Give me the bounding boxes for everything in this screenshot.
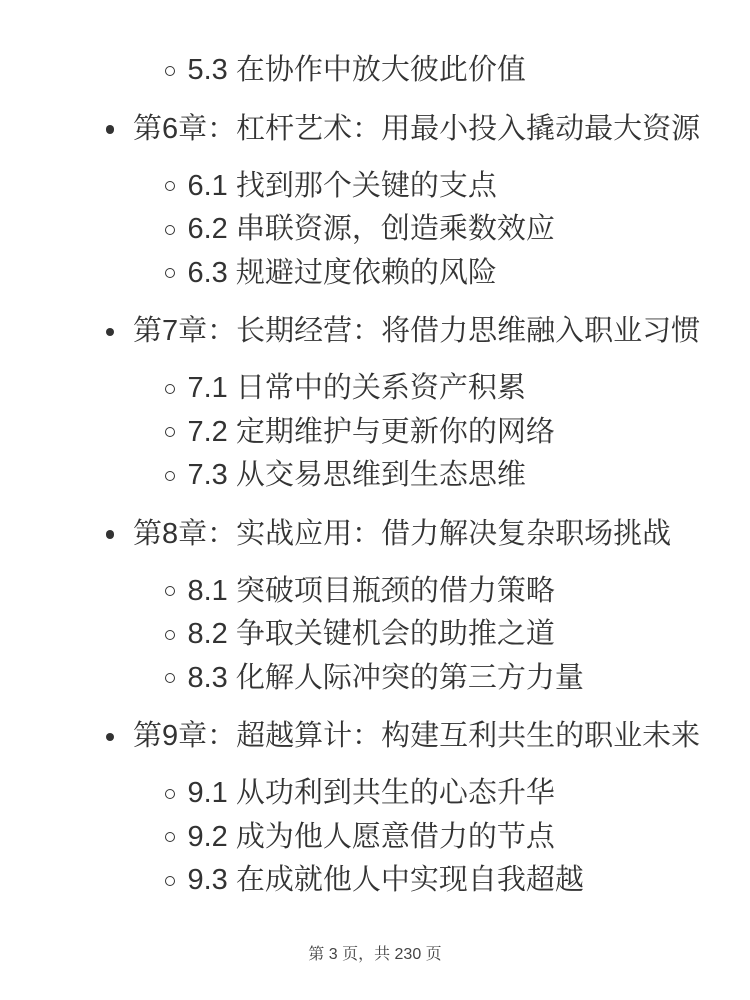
bullet-circle-icon (165, 427, 175, 437)
toc-subitem-label: 9.3 在成就他人中实现自我超越 (187, 864, 584, 896)
chapter-heading: 第6章：杠杆艺术：用最小投入撬动最大资源 (133, 112, 701, 145)
toc-subitem-label: 6.2 串联资源，创造乘数效应 (187, 213, 555, 245)
page-indicator: 第 3 页，共 230 页 (308, 946, 442, 963)
toc-subitem (188, 367, 731, 411)
toc-sublist-ch8 (188, 570, 731, 701)
bullet-circle-icon (165, 630, 175, 640)
chapter-heading: 第9章：超越算计：构建互利共生的职业未来 (133, 720, 701, 752)
toc-subitem-label: 8.1 突破项目瓶颈的借力策略 (187, 574, 555, 607)
toc-subitem-label: 7.1 日常中的关系资产积累 (187, 372, 526, 404)
toc-subitem-label: 6.3 规避过度依赖的风险 (187, 256, 497, 289)
chapter-heading: 第7章：长期经营：将借力思维融入职业习惯 (133, 315, 701, 347)
toc-subitem (188, 859, 731, 903)
toc-subitem (188, 613, 731, 657)
bullet-circle-icon (165, 876, 175, 886)
toc-subitem (188, 657, 731, 701)
bullet-circle-icon (165, 789, 175, 799)
toc-chapter-list (133, 108, 730, 903)
toc-subitem-label: 7.3 从交易思维到生态思维 (187, 459, 526, 491)
toc-subitem (188, 570, 731, 614)
toc-subitem (188, 454, 731, 498)
toc-subitem (188, 165, 731, 209)
toc-subitem-label: 8.3 化解人际冲突的第三方力量 (187, 661, 584, 694)
bullet-disc-icon (106, 530, 115, 539)
toc-subitem (188, 49, 750, 93)
bullet-circle-icon (165, 832, 175, 842)
toc-chapter (133, 310, 730, 498)
toc-sublist-ch9 (188, 772, 731, 903)
toc-sublist-ch6 (188, 165, 731, 296)
toc-subitem-label: 6.1 找到那个关键的支点 (187, 169, 497, 202)
bullet-circle-icon (165, 225, 175, 235)
bullet-disc-icon (106, 733, 115, 742)
bullet-circle-icon (165, 384, 175, 394)
toc-chapter (133, 108, 730, 296)
toc-subitem (188, 772, 731, 816)
bullet-circle-icon (165, 268, 175, 278)
toc-subitem (188, 252, 731, 296)
bullet-circle-icon (165, 181, 175, 191)
toc-chapter (133, 513, 730, 701)
bullet-circle-icon (165, 586, 175, 596)
toc-chapter (133, 715, 730, 903)
toc-subitem-label: 8.2 争取关键机会的助推之道 (187, 618, 555, 650)
bullet-disc-icon (106, 125, 115, 134)
toc-sublist-ch5 (188, 49, 750, 93)
toc-subitem-label: 9.1 从功利到共生的心态升华 (187, 777, 555, 809)
toc-subitem-label: 9.2 成为他人愿意借力的节点 (187, 820, 555, 853)
toc-subitem (188, 816, 731, 860)
toc-subitem-label: 5.3 在协作中放大彼此价值 (187, 54, 526, 86)
toc-sublist-ch7 (188, 367, 731, 498)
bullet-disc-icon (106, 328, 115, 337)
bullet-circle-icon (165, 673, 175, 683)
toc-subitem (188, 208, 731, 252)
toc-subitem (188, 411, 731, 455)
bullet-circle-icon (165, 471, 175, 481)
chapter-heading: 第8章：实战应用：借力解决复杂职场挑战 (133, 517, 672, 550)
toc-subitem-label: 7.2 定期维护与更新你的网络 (187, 415, 555, 448)
bullet-circle-icon (165, 66, 175, 76)
